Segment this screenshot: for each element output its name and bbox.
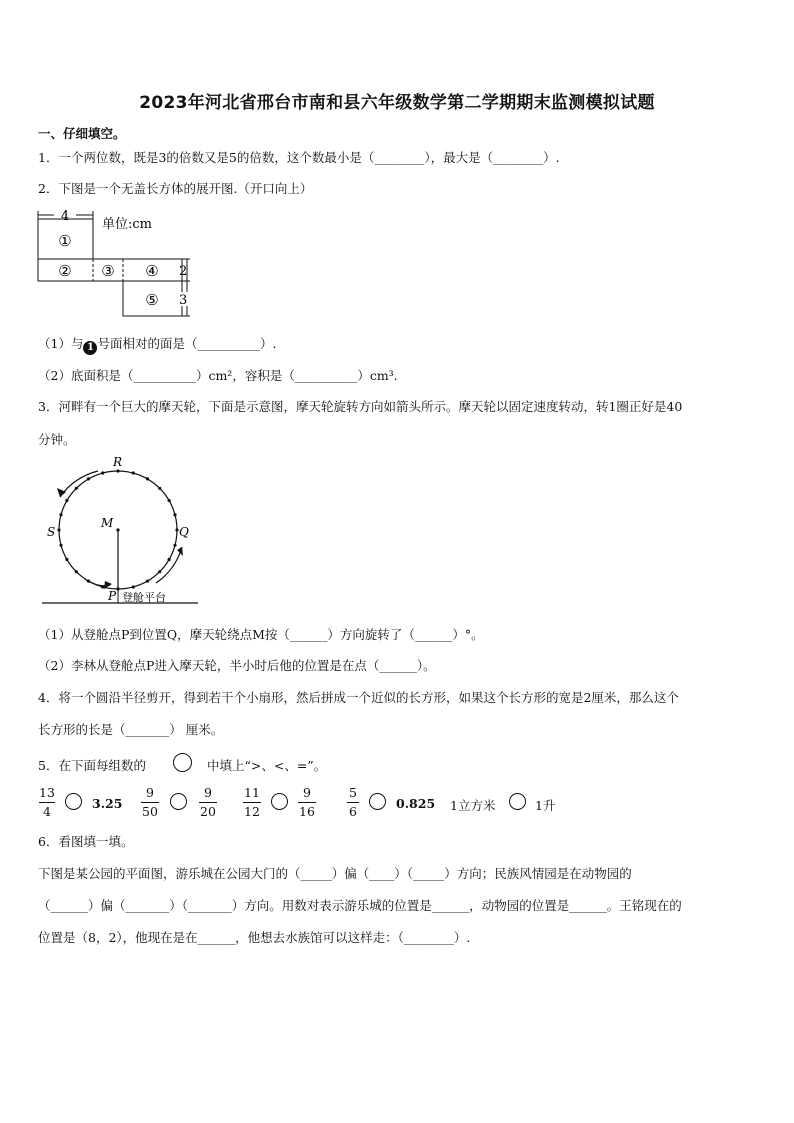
question-4-line2: 长方形的长是（_______） 厘米。: [38, 722, 224, 737]
value-0-825: 0.825: [396, 796, 436, 811]
fraction-9-16: [298, 786, 316, 819]
denominator: 20: [200, 804, 216, 819]
fraction-9-50: [141, 786, 159, 819]
page-title: 2023年河北省邢台市南和县六年级数学第二学期期末监测模拟试题: [139, 93, 655, 113]
compare-circle-example: [173, 753, 192, 772]
fraction-13-4: [39, 786, 55, 819]
numerator: 5: [349, 785, 357, 800]
denominator: 50: [142, 804, 158, 819]
numerator: 11: [244, 785, 260, 800]
face-3-label: ③: [101, 262, 115, 280]
box-net-diagram: [34, 206, 204, 318]
question-6-line1: 下图是某公园的平面图，游乐城在公园大门的（_____）偏（____）（_____）方向；民族风情园是在动物园的: [38, 866, 632, 881]
face-1-label: ①: [58, 232, 72, 250]
denominator: 4: [43, 804, 51, 819]
numerator: 9: [146, 785, 154, 800]
question-1: 1．一个两位数，既是3的倍数又是5的倍数，这个数最小是（________），最大是（________）.: [38, 150, 560, 165]
denominator: 16: [299, 804, 315, 819]
numerator: 9: [204, 785, 212, 800]
fraction-9-20: [199, 786, 217, 819]
question-3-line2: 分钟。: [38, 432, 76, 447]
face-5-label: ⑤: [145, 291, 159, 309]
label-R: R: [113, 455, 123, 469]
question-6-stem: 6．看图填一填。: [38, 834, 134, 849]
label-M: M: [101, 516, 114, 530]
question-4-line1: 4．将一个圆沿半径剪开，得到若干个小扇形，然后拼成一个近似的长方形，如果这个长方形的宽是2厘米，那么这个: [38, 690, 679, 705]
value-1-liter: 1升: [535, 798, 556, 813]
sub1-prefix: （1）与: [38, 336, 84, 351]
sub1-suffix: 号面相对的面是（__________）.: [97, 336, 277, 351]
width-label: 4: [60, 209, 70, 224]
denominator: 12: [244, 804, 260, 819]
side-label-2: 2: [179, 264, 188, 279]
question-3-sub1: （1）从登舱点P到位置Q，摩天轮绕点M按（______）方向旋转了（______）°。: [38, 627, 484, 642]
numerator: 13: [39, 785, 55, 800]
face-4-label: ④: [145, 262, 159, 280]
compare-circle-2[interactable]: [170, 793, 187, 810]
question-2-stem: 2．下图是一个无盖长方体的展开图.（开口向上）: [38, 181, 313, 196]
label-P: P: [108, 589, 117, 603]
question-2-sub2: （2）底面积是（__________）cm²，容积是（__________）cm³.: [38, 368, 398, 383]
compare-circle-5[interactable]: [509, 793, 526, 810]
fraction-5-6: [347, 786, 359, 819]
platform-label: 登舱平台: [122, 591, 166, 604]
ferris-wheel-diagram: [38, 452, 208, 610]
section-heading: 一、仔细填空。: [38, 126, 126, 141]
fraction-11-12: [243, 786, 261, 819]
label-S: S: [47, 525, 56, 539]
unit-label: 单位:cm: [102, 217, 152, 232]
denominator: 6: [349, 804, 357, 819]
question-5-stem-suffix: 中填上“>、<、=”。: [207, 758, 327, 773]
compare-circle-3[interactable]: [271, 793, 288, 810]
face-2-label: ②: [58, 262, 72, 280]
question-2-sub1: [38, 334, 276, 355]
value-3-25: 3.25: [92, 796, 123, 811]
circled-number-1: 1: [83, 341, 97, 355]
compare-circle-1[interactable]: [65, 793, 82, 810]
side-label-3: 3: [179, 293, 188, 308]
question-6-line2: （______）偏（_______）（_______）方向。用数对表示游乐城的位置是______，动物园的位置是______。王铭现在的: [38, 898, 682, 913]
question-6-line3: 位置是（8，2），他现在是在______，他想去水族馆可以这样走：（________）.: [38, 930, 471, 945]
numerator: 9: [303, 785, 311, 800]
question-3-sub2: （2）李林从登舱点P进入摩天轮，半小时后他的位置是在点（______）。: [38, 658, 436, 673]
label-Q: Q: [179, 525, 189, 539]
question-3-line1: 3．河畔有一个巨大的摩天轮，下面是示意图，摩天轮旋转方向如箭头所示。摩天轮以固定速度转动，转1圈正好是40: [38, 399, 683, 414]
value-1-cubic-meter: 1立方米: [450, 798, 496, 813]
compare-circle-4[interactable]: [369, 793, 386, 810]
question-5-stem-prefix: 5．在下面每组数的: [38, 758, 146, 773]
